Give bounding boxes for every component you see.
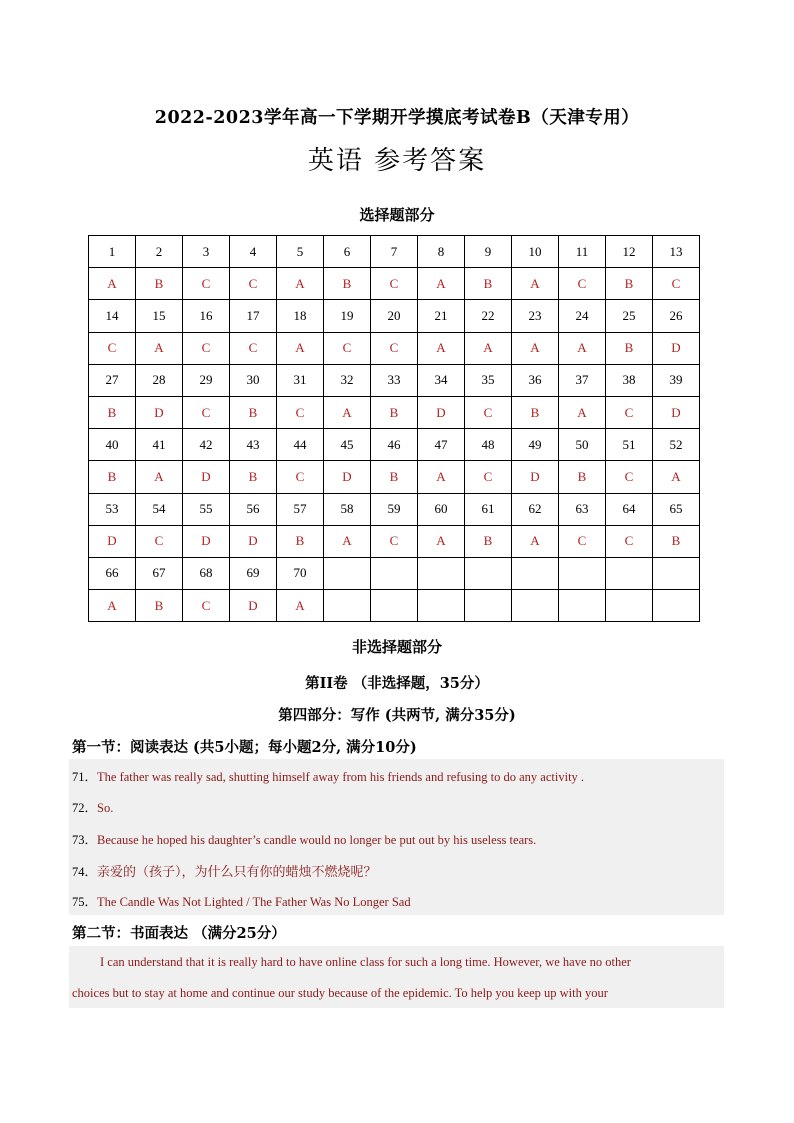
answer-cell: C [277,396,324,428]
question-number-cell: 2 [136,236,183,268]
question-number-cell: 63 [559,493,606,525]
answer-cell: D [230,525,277,557]
question-number-cell: 14 [89,300,136,332]
question-number-cell: 51 [606,429,653,461]
answer-cell: B [277,525,324,557]
answer-row [89,525,700,557]
question-number-cell: 15 [136,300,183,332]
answer-cell: D [653,332,700,364]
answer-cell: C [653,268,700,300]
question-number-cell: 52 [653,429,700,461]
question-number-cell: 22 [465,300,512,332]
question-number-cell: 8 [418,236,465,268]
question-number-cell: 56 [230,493,277,525]
question-number-cell: 70 [277,557,324,589]
question-number-row [89,364,700,396]
question-number-cell: 57 [277,493,324,525]
answer-cell: C [183,396,230,428]
answer-cell: C [465,461,512,493]
answer-cell: A [136,461,183,493]
answer-cell: C [606,396,653,428]
answer-cell [324,590,371,622]
section2-heading: 第二节：书面表达 （满分25分） [72,925,286,942]
question-number-cell: 62 [512,493,559,525]
question-number-cell: 31 [277,364,324,396]
answer-cell: B [606,268,653,300]
answer-row [89,396,700,428]
answer-cell: C [465,396,512,428]
answer-cell: A [418,268,465,300]
answer-cell: B [136,590,183,622]
question-number-cell: 23 [512,300,559,332]
answer-row [89,461,700,493]
question-number-row [89,493,700,525]
answer-cell: B [371,396,418,428]
answer-74 [72,861,377,880]
answer-cell: B [230,396,277,428]
question-number-cell: 38 [606,364,653,396]
answer-cell: A [277,268,324,300]
question-number-cell: 65 [653,493,700,525]
volume-label: 第II卷 （非选择题，35分） [305,675,489,692]
answer-cell [606,590,653,622]
question-number-cell: 19 [324,300,371,332]
answer-cell: C [371,332,418,364]
answer-cell: A [465,332,512,364]
non-choice-section-label: 非选择题部分 [351,638,442,656]
question-number-cell [559,557,606,589]
answer-cell: D [89,525,136,557]
answer-cell: C [559,268,606,300]
answer-cell: D [183,525,230,557]
question-number-cell: 25 [606,300,653,332]
question-number-cell: 67 [136,557,183,589]
question-number-cell: 42 [183,429,230,461]
question-number-cell [371,557,418,589]
question-number-cell: 12 [606,236,653,268]
answer-text: The Candle Was Not Lighted / The Father Was No Longer Sad [97,895,411,909]
answer-cell [418,590,465,622]
question-number-cell: 49 [512,429,559,461]
question-number-cell: 6 [324,236,371,268]
answer-cell: A [559,332,606,364]
essay-line-2: choices but to stay at home and continue our study because of the epidemic. To help you keep up with your [72,986,608,1000]
question-number-cell: 46 [371,429,418,461]
answer-cell: C [183,268,230,300]
question-number-row [89,236,700,268]
question-number-row [89,300,700,332]
answer-number: 71． [72,770,98,784]
answer-cell: D [183,461,230,493]
answer-cell: A [324,525,371,557]
question-number-cell: 26 [653,300,700,332]
answer-cell: B [465,268,512,300]
question-number-cell: 64 [606,493,653,525]
choice-section-label: 选择题部分 [359,206,435,224]
answer-cell [653,590,700,622]
answer-number: 73． [72,833,98,847]
answer-cell: A [512,332,559,364]
answer-text: 亲爱的（孩子），为什么只有你的蜡烛不燃烧呢？ [97,865,377,880]
question-number-cell: 43 [230,429,277,461]
question-number-cell: 47 [418,429,465,461]
question-number-cell [606,557,653,589]
question-number-cell: 1 [89,236,136,268]
answer-cell: B [465,525,512,557]
question-number-cell: 30 [230,364,277,396]
question-number-cell: 66 [89,557,136,589]
question-number-cell: 36 [512,364,559,396]
question-number-cell: 54 [136,493,183,525]
question-number-cell [512,557,559,589]
question-number-row [89,429,700,461]
question-number-cell: 21 [418,300,465,332]
answer-cell: C [606,525,653,557]
answer-cell: B [653,525,700,557]
part-label: 第四部分：写作 (共两节, 满分35分) [278,707,516,724]
answer-71 [72,767,584,785]
question-number-cell [653,557,700,589]
question-number-cell [324,557,371,589]
answer-cell: A [418,525,465,557]
answer-table [88,235,700,622]
answer-text: The father was really sad, shutting himself away from his friends and refusing to do any activity . [97,770,585,784]
question-number-cell [418,557,465,589]
question-number-cell: 13 [653,236,700,268]
answer-cell: C [371,525,418,557]
answer-cell: A [559,396,606,428]
question-number-cell: 48 [465,429,512,461]
answer-cell: A [136,332,183,364]
question-number-cell: 39 [653,364,700,396]
answer-cell: B [324,268,371,300]
answer-cell: C [183,590,230,622]
question-number-cell: 3 [183,236,230,268]
answer-cell: A [418,461,465,493]
answer-cell: B [606,332,653,364]
question-number-cell: 50 [559,429,606,461]
answer-cell: D [136,396,183,428]
answer-cell: B [89,461,136,493]
answer-cell: C [136,525,183,557]
answer-cell: B [136,268,183,300]
question-number-row [89,557,700,589]
question-number-cell: 27 [89,364,136,396]
question-number-cell: 58 [324,493,371,525]
question-number-cell: 16 [183,300,230,332]
answer-75 [72,892,411,910]
answer-row [89,332,700,364]
answer-number: 75． [72,895,98,909]
answer-cell: A [89,590,136,622]
answer-cell: B [512,396,559,428]
answer-cell: B [89,396,136,428]
question-number-cell: 41 [136,429,183,461]
answer-cell [559,590,606,622]
answer-cell: C [606,461,653,493]
answer-row [89,590,700,622]
question-number-cell: 55 [183,493,230,525]
question-number-cell: 45 [324,429,371,461]
answer-cell: A [277,332,324,364]
question-number-cell: 37 [559,364,606,396]
essay-line-1: I can understand that it is really hard to have online class for such a long time. However, we have no other [100,955,631,969]
question-number-cell: 33 [371,364,418,396]
question-number-cell: 10 [512,236,559,268]
question-number-cell: 61 [465,493,512,525]
answer-cell: C [371,268,418,300]
question-number-cell: 24 [559,300,606,332]
question-number-cell: 60 [418,493,465,525]
question-number-cell: 4 [230,236,277,268]
answer-cell: A [653,461,700,493]
answer-cell: A [324,396,371,428]
answer-cell: B [371,461,418,493]
answer-cell: B [559,461,606,493]
answer-cell: B [230,461,277,493]
question-number-cell: 59 [371,493,418,525]
question-number-cell: 11 [559,236,606,268]
question-number-cell: 29 [183,364,230,396]
exam-title: 2022-2023学年高一下学期开学摸底考试卷B（天津专用） [154,108,640,128]
question-number-cell: 20 [371,300,418,332]
answer-cell: C [277,461,324,493]
question-number-cell: 7 [371,236,418,268]
answer-cell: D [512,461,559,493]
section1-heading: 第一节：阅读表达 (共5小题；每小题2分, 满分10分) [72,739,417,756]
answer-text: So. [97,801,114,815]
answer-cell: C [183,332,230,364]
question-number-cell: 44 [277,429,324,461]
answer-cell: C [230,332,277,364]
answer-row [89,268,700,300]
question-number-cell: 34 [418,364,465,396]
answer-cell: C [89,332,136,364]
answer-cell: D [230,590,277,622]
answer-cell: D [653,396,700,428]
answer-cell: A [512,525,559,557]
question-number-cell: 9 [465,236,512,268]
question-number-cell: 5 [277,236,324,268]
question-number-cell: 40 [89,429,136,461]
question-number-cell: 18 [277,300,324,332]
answer-cell: A [89,268,136,300]
answer-cell: A [418,332,465,364]
answer-number: 72． [72,801,98,815]
question-number-cell: 68 [183,557,230,589]
question-number-cell: 28 [136,364,183,396]
question-number-cell: 35 [465,364,512,396]
answer-cell: D [418,396,465,428]
answer-73 [72,830,536,848]
question-number-cell: 17 [230,300,277,332]
answer-cell: D [324,461,371,493]
answer-text: Because he hoped his daughter’s candle would no longer be put out by his useless tears. [97,833,537,847]
answer-cell [371,590,418,622]
answer-cell: C [324,332,371,364]
answer-key-subtitle: 英语 参考答案 [307,146,487,176]
question-number-cell: 69 [230,557,277,589]
answer-cell [512,590,559,622]
answer-72 [72,798,113,816]
answer-cell: C [559,525,606,557]
question-number-cell [465,557,512,589]
answer-cell: A [277,590,324,622]
answer-cell [465,590,512,622]
question-number-cell: 53 [89,493,136,525]
answer-cell: C [230,268,277,300]
answer-cell: A [512,268,559,300]
answer-number: 74． [72,865,98,879]
question-number-cell: 32 [324,364,371,396]
